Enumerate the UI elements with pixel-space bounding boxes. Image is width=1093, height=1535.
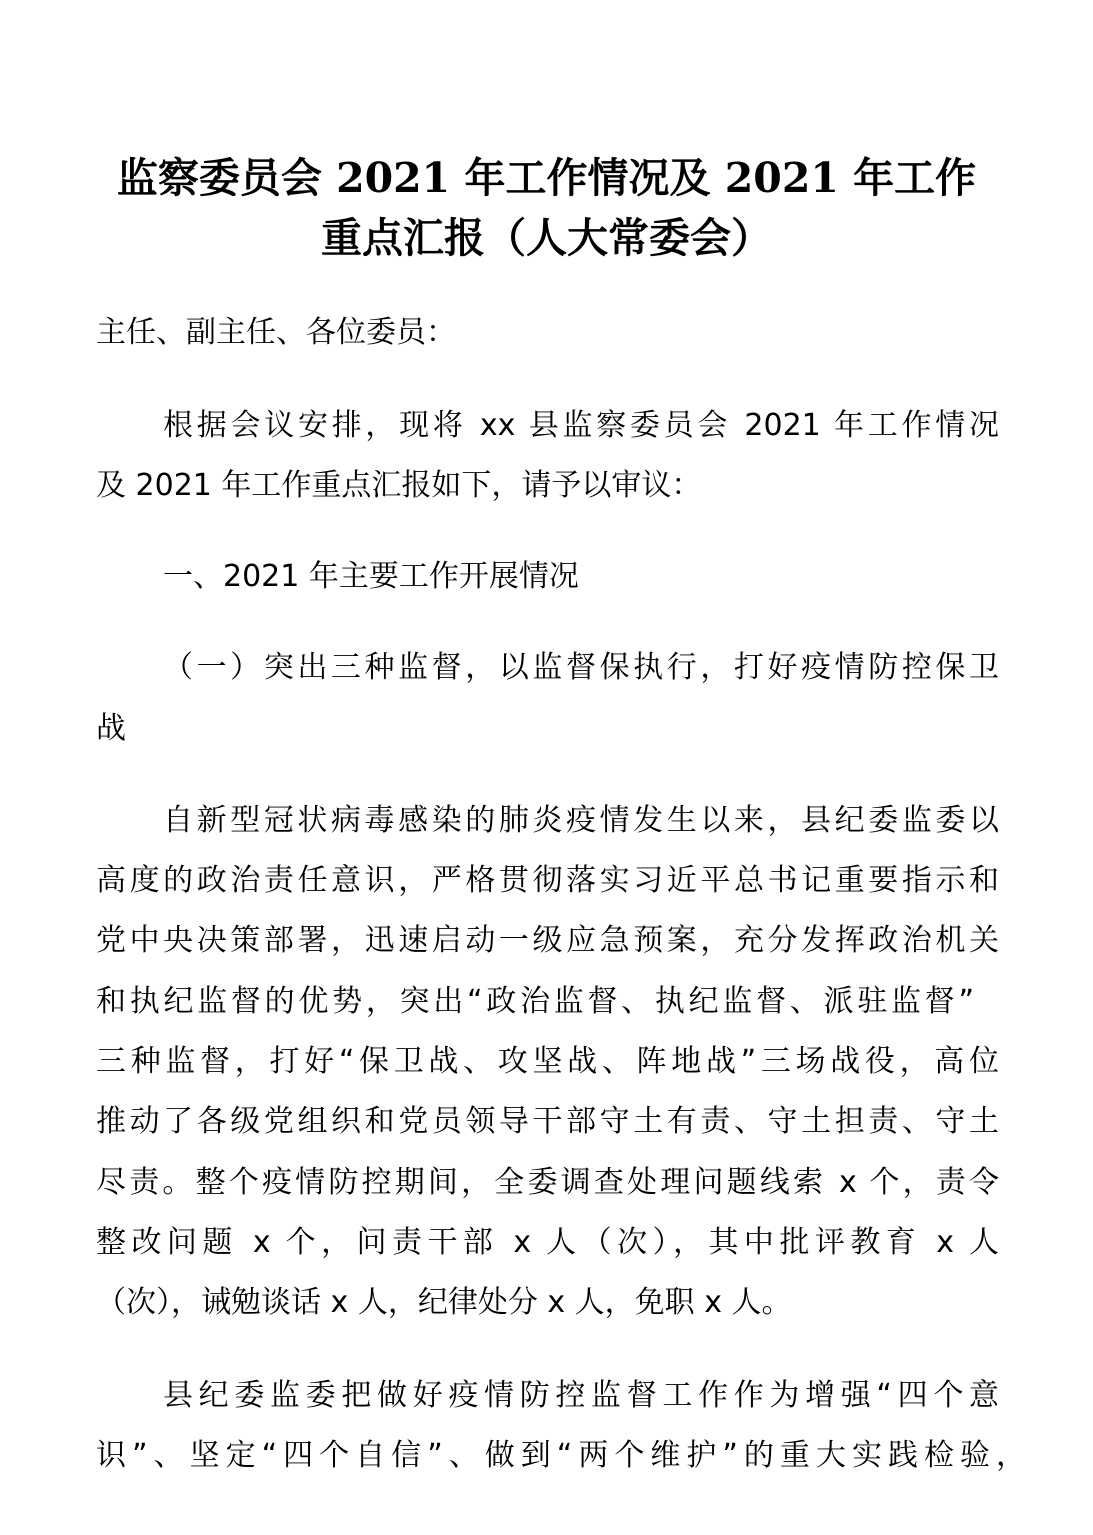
subsection-heading-1-line-1: （一）突出三种监督，以监督保执行，打好疫情防控保卫: [163, 650, 999, 685]
paragraph-1-line-1: 自新型冠状病毒感染的肺炎疫情发生以来，县纪委监委以: [163, 803, 999, 838]
subsection-heading-1-line-2: 战: [96, 711, 126, 746]
intro-line-1: 根据会议安排，现将 xx 县监察委员会 2021 年工作情况: [163, 408, 999, 443]
paragraph-1-line-6: 推动了各级党组织和党员领导干部守土有责、守土担责、守土: [96, 1104, 999, 1139]
paragraph-1-line-9: （次），诫勉谈话 x 人，纪律处分 x 人，免职 x 人。: [96, 1285, 792, 1320]
document-title-line-2: 重点汇报（人大常委会）: [321, 214, 772, 262]
paragraph-1-line-7: 尽责。整个疫情防控期间，全委调查处理问题线索 x 个，责令: [96, 1165, 999, 1200]
intro-line-2: 及 2021 年工作重点汇报如下，请予以审议：: [96, 468, 702, 503]
paragraph-1-line-5: 三种监督，打好“保卫战、攻坚战、阵地战”三场战役，高位: [96, 1044, 999, 1079]
salutation: 主任、副主任、各位委员：: [96, 315, 456, 350]
section-heading-1: 一、2021 年主要工作开展情况: [163, 559, 579, 594]
document-title-line-1: 监察委员会 2021 年工作情况及 2021 年工作: [116, 154, 977, 202]
paragraph-2-line-2: 识”、坚定“四个自信”、做到“两个维护”的重大实践检验，: [96, 1438, 1026, 1473]
paragraph-1-line-3: 党中央决策部署，迅速启动一级应急预案，充分发挥政治机关: [96, 923, 999, 958]
paragraph-2-line-1: 县纪委监委把做好疫情防控监督工作作为增强“四个意: [163, 1378, 999, 1413]
paragraph-1-line-8: 整改问题 x 个，问责干部 x 人（次），其中批评教育 x 人: [96, 1225, 999, 1260]
paragraph-1-line-2: 高度的政治责任意识，严格贯彻落实习近平总书记重要指示和: [96, 863, 999, 898]
paragraph-1-line-4: 和执纪监督的优势，突出“政治监督、执纪监督、派驻监督”: [96, 984, 974, 1019]
